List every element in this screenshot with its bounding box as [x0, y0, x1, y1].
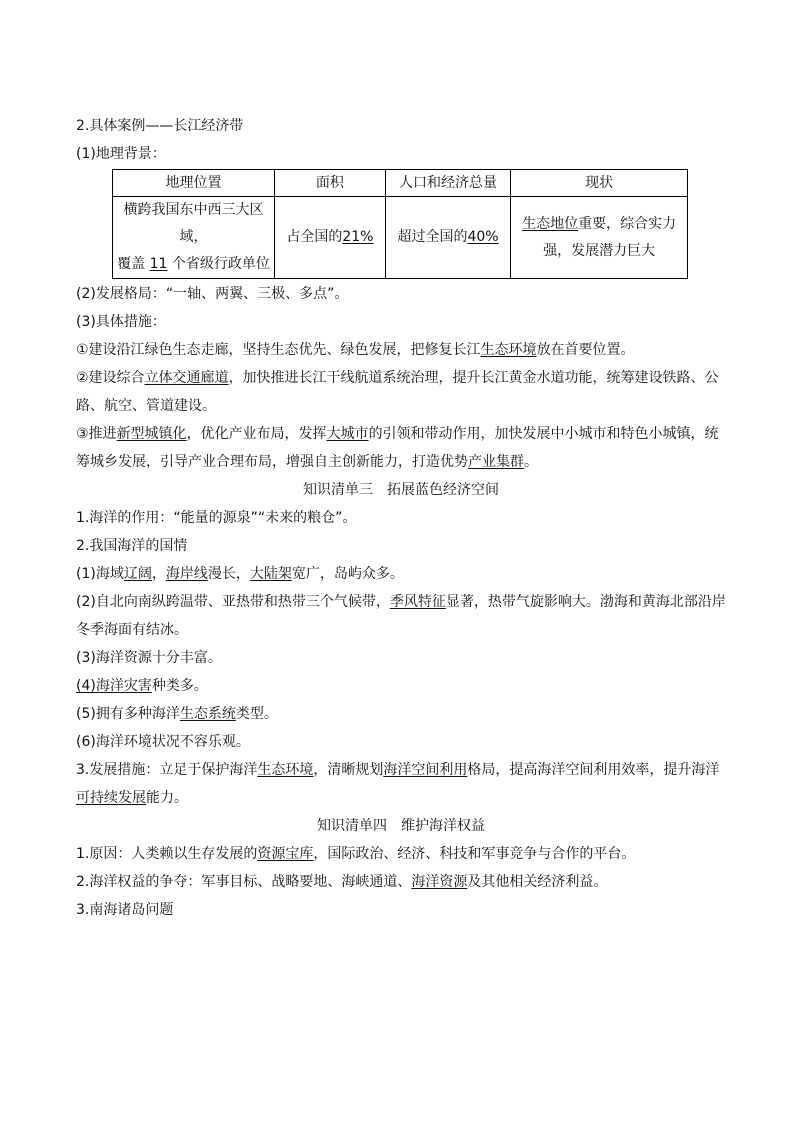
measure-2: ②建设综合立体交通廊道，加快推进长江干线航道系统治理，提升长江黄金水道功能，统筹建设铁路、公路、航空、管道建设。 — [76, 370, 719, 414]
population-percent: 40% — [467, 229, 499, 245]
table-header-cell: 面积 — [275, 170, 386, 197]
south-sea-issue: 3.南海诸岛问题 — [76, 902, 174, 918]
development-measures: 3.发展措施：立足于保护海洋生态环境，清晰规划海洋空间利用格局，提高海洋空间利用效率，提升海洋可持续发展能力。 — [76, 762, 720, 806]
table-header-row — [113, 170, 688, 197]
rights-contest: 2.海洋权益的争夺：军事目标、战略要地、海峡通道、海洋资源及其他相关经济利益。 — [76, 874, 608, 890]
ocean-state-5: (5)拥有多种海洋生态系统类型。 — [76, 706, 278, 722]
ocean-state-3: (3)海洋资源十分丰富。 — [76, 650, 222, 666]
document-page — [76, 112, 726, 924]
measure-1: ①建设沿江绿色生态走廊，坚持生态优先、绿色发展，把修复长江生态环境放在首要位置。 — [76, 342, 635, 358]
province-count: 11 — [149, 256, 168, 272]
table-header-cell: 现状 — [511, 170, 688, 197]
measure-3: ③推进新型城镇化，优化产业布局，发挥大城市的引领和带动作用，加快发展中小城市和特色小城镇，统筹城乡发展，引导产业合理布局，增强自主创新能力，打造优势产业集群。 — [76, 426, 719, 470]
unit-4-title: 知识清单四 维护海洋权益 — [317, 818, 485, 834]
section-title: 2.具体案例——长江经济带 — [76, 118, 244, 134]
development-layout: (2)发展格局：“一轴、两翼、三极、多点”。 — [76, 286, 349, 302]
rights-reason: 1.原因：人类赖以生存发展的资源宝库，国际政治、经济、科技和军事竞争与合作的平台。 — [76, 846, 636, 862]
ocean-state-title: 2.我国海洋的国情 — [76, 538, 188, 554]
status-cell: 生态地位重要，综合实力 强，发展潜力巨大 — [511, 197, 688, 279]
table-row — [113, 197, 688, 279]
population-cell: 超过全国的40% — [385, 197, 510, 279]
ocean-state-2: (2)自北向南纵跨温带、亚热带和热带三个气候带，季风特征显著，热带气旋影响大。渤海和黄海北部沿岸冬季海面有结冰。 — [76, 594, 726, 638]
table-header-cell: 地理位置 — [113, 170, 275, 197]
area-cell: 占全国的21% — [275, 197, 386, 279]
ocean-role: 1.海洋的作用：“能量的源泉”“未来的粮仓”。 — [76, 510, 357, 526]
ocean-state-1: (1)海域辽阔，海岸线漫长，大陆架宽广，岛屿众多。 — [76, 566, 404, 582]
measures-title: (3)具体措施： — [76, 314, 166, 330]
background-title: (1)地理背景： — [76, 146, 166, 162]
ocean-state-4: (4)海洋灾害种类多。 — [76, 678, 208, 694]
unit-3-title: 知识清单三 拓展蓝色经济空间 — [303, 482, 499, 498]
ocean-state-6: (6)海洋环境状况不容乐观。 — [76, 734, 250, 750]
geo-background-table — [112, 169, 688, 279]
area-percent: 21% — [342, 229, 374, 245]
table-header-cell: 人口和经济总量 — [385, 170, 510, 197]
location-cell: 横跨我国东中西三大区域， 覆盖 11 个省级行政单位 — [113, 197, 275, 279]
